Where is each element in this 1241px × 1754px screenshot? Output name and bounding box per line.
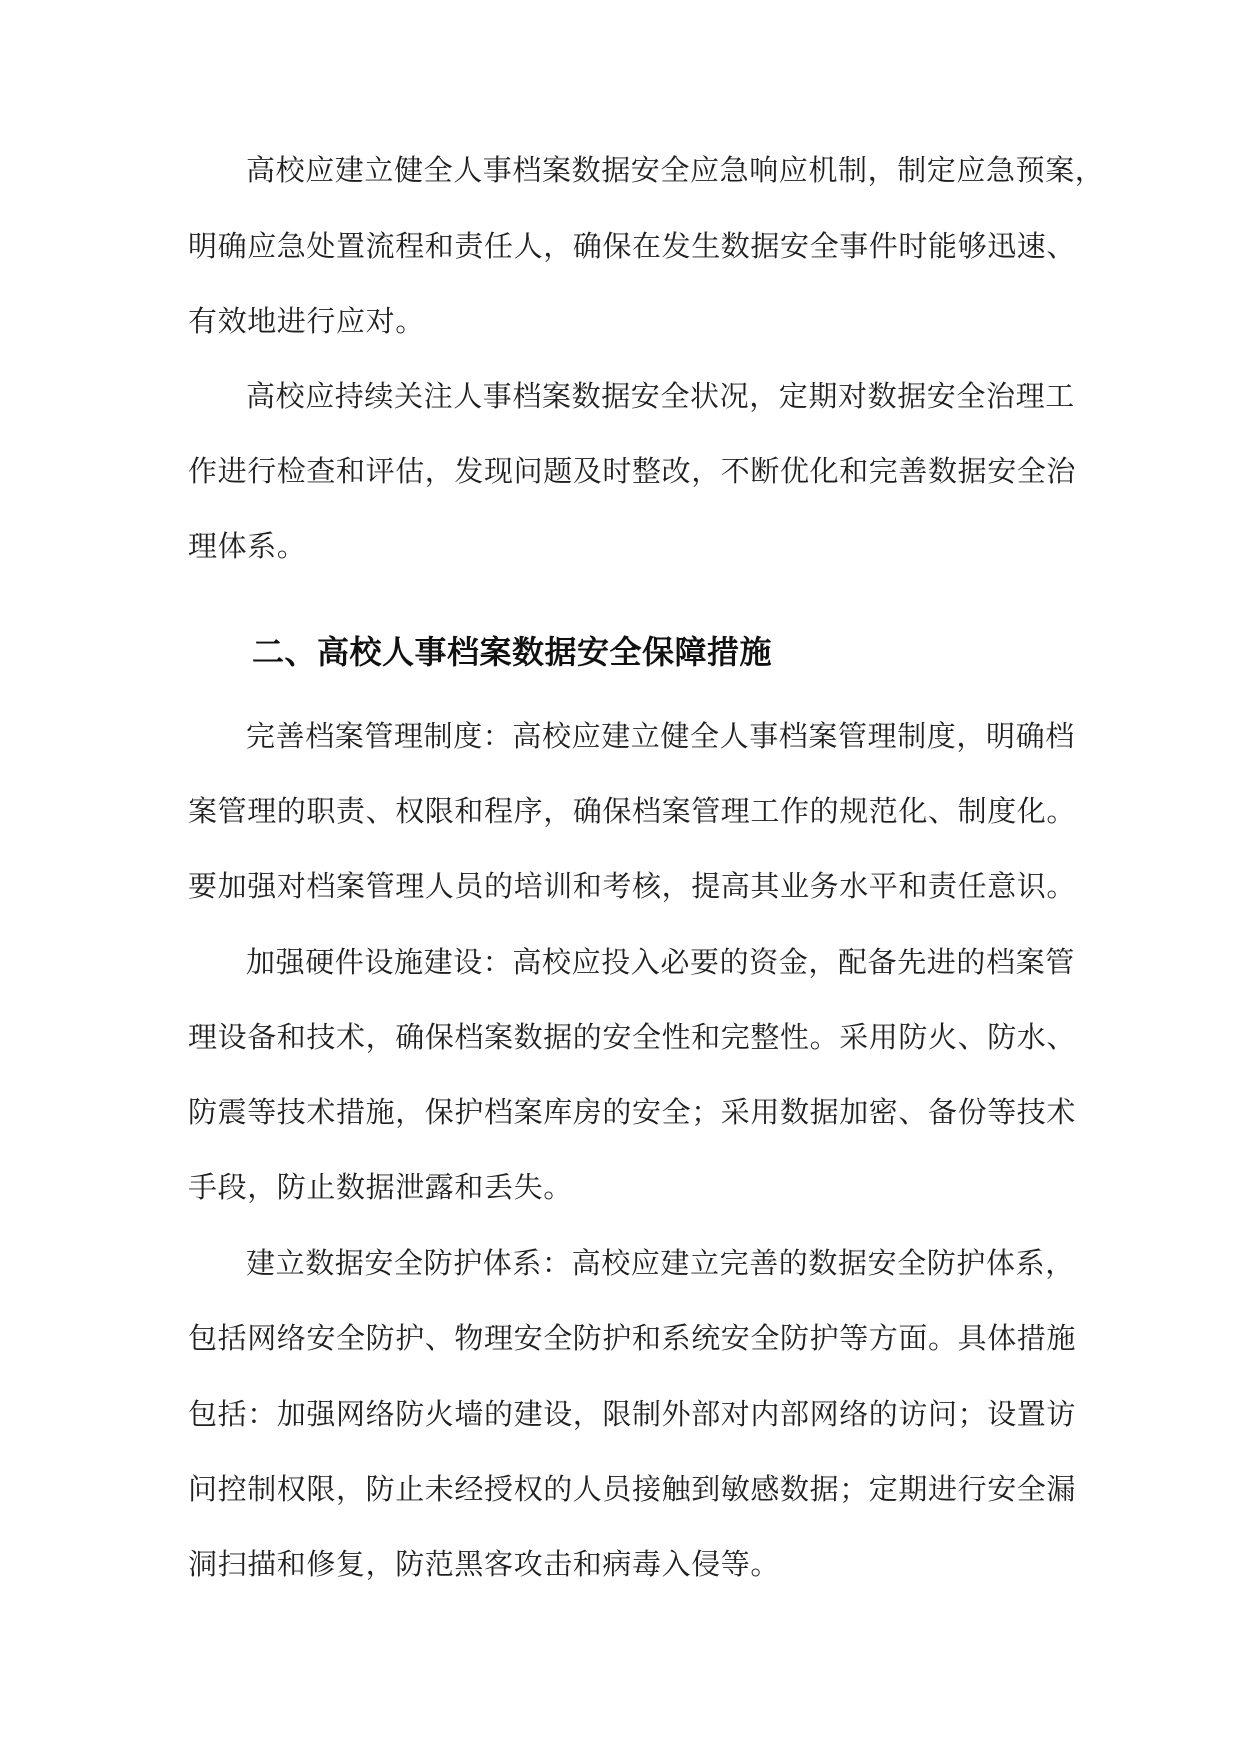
section-paragraph-3-line-2: 包括网络安全防护、物理安全防护和系统安全防护等方面。具体措施 (188, 1321, 1077, 1355)
section-paragraph-3-line-3: 包括：加强网络防火墙的建设，限制外部对内部网络的访问；设置访 (188, 1397, 1077, 1431)
section-paragraph-1-line-1: 完善档案管理制度：高校应建立健全人事档案管理制度，明确档 (246, 719, 1075, 753)
section-paragraph-3-line-4: 问控制权限，防止未经授权的人员接触到敏感数据；定期进行安全漏 (188, 1472, 1077, 1506)
paragraph-1-line-3: 有效地进行应对。 (188, 304, 425, 338)
paragraph-1-line-1: 高校应建立健全人事档案数据安全应急响应机制，制定应急预案， (246, 153, 1105, 187)
section-paragraph-2-line-1: 加强硬件设施建设：高校应投入必要的资金，配备先进的档案管 (246, 945, 1075, 979)
section-paragraph-1-line-3: 要加强对档案管理人员的培训和考核，提高其业务水平和责任意识。 (188, 869, 1077, 903)
paragraph-2-line-2: 作进行检查和评估，发现问题及时整改，不断优化和完善数据安全治 (188, 454, 1077, 488)
paragraph-2-line-1: 高校应持续关注人事档案数据安全状况，定期对数据安全治理工 (246, 379, 1075, 413)
section-paragraph-2-line-3: 防震等技术措施，保护档案库房的安全；采用数据加密、备份等技术 (188, 1095, 1077, 1129)
section-paragraph-1-line-2: 案管理的职责、权限和程序，确保档案管理工作的规范化、制度化。 (188, 794, 1077, 828)
section-paragraph-3-line-5: 洞扫描和修复，防范黑客攻击和病毒入侵等。 (188, 1547, 781, 1581)
section-paragraph-2-line-2: 理设备和技术，确保档案数据的安全性和完整性。采用防火、防水、 (188, 1020, 1077, 1054)
section-paragraph-3-line-1: 建立数据安全防护体系：高校应建立完善的数据安全防护体系， (246, 1246, 1075, 1280)
section-paragraph-2-line-4: 手段，防止数据泄露和丢失。 (188, 1170, 573, 1204)
section-heading: 二、高校人事档案数据安全保障措施 (252, 633, 773, 671)
paragraph-1-line-2: 明确应急处置流程和责任人，确保在发生数据安全事件时能够迅速、 (188, 229, 1077, 263)
paragraph-2-line-3: 理体系。 (188, 529, 307, 563)
